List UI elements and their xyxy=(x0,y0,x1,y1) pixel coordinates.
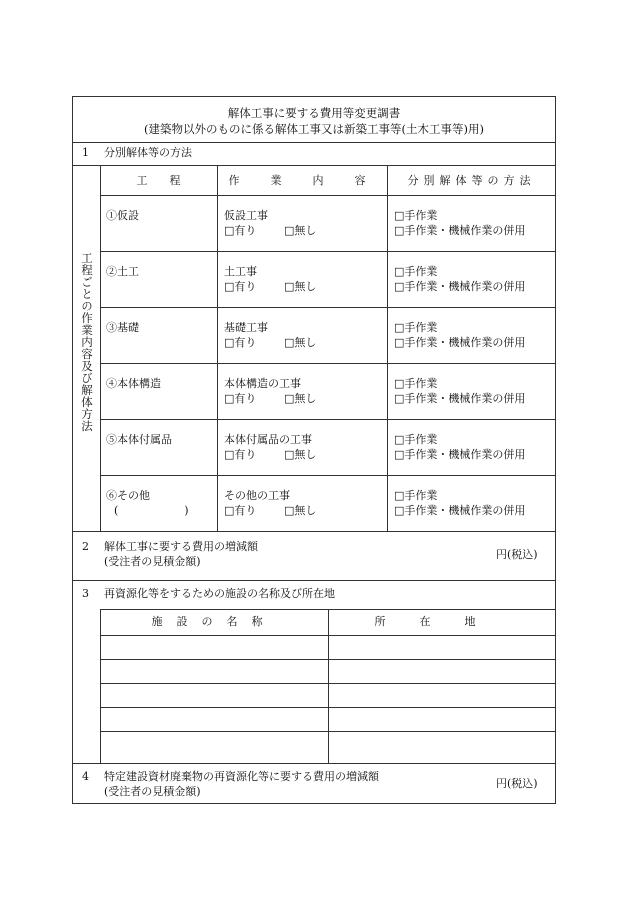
checkbox-manual[interactable]: □手作業 xyxy=(394,433,438,446)
row-work: 本体付属品の工事 xyxy=(224,433,312,446)
form-title: 解体工事に要する費用等変更調書 xyxy=(227,106,401,120)
row-work: 仮設工事 xyxy=(224,209,268,222)
col-header-work: 作 業 内 容 xyxy=(228,174,376,187)
checkbox-yes[interactable]: □有り xyxy=(224,224,257,237)
divider xyxy=(100,419,556,420)
checkbox-no[interactable]: □無し xyxy=(284,280,317,293)
section1-number: 1 xyxy=(82,146,89,159)
section2-number: 2 xyxy=(82,540,89,553)
facility-row-1[interactable] xyxy=(101,636,556,659)
checkbox-yes[interactable]: □有り xyxy=(224,448,257,461)
col-header-process: 工 程 xyxy=(136,174,181,187)
section4-number: 4 xyxy=(82,770,89,783)
facility-row-3[interactable] xyxy=(101,684,556,707)
checkbox-yes[interactable]: □有り xyxy=(224,504,257,517)
row-work: その他の工事 xyxy=(224,489,290,502)
row-process: ①仮設 xyxy=(106,209,139,222)
divider xyxy=(100,195,556,196)
row-work: 土工事 xyxy=(224,265,257,278)
section3-number: 3 xyxy=(82,587,89,600)
checkbox-manual[interactable]: □手作業 xyxy=(394,377,438,390)
facility-row-4[interactable] xyxy=(101,708,556,731)
checkbox-no[interactable]: □無し xyxy=(284,224,317,237)
row-process: ⑥その他 xyxy=(106,489,150,502)
divider xyxy=(100,475,556,476)
checkbox-manual-machine[interactable]: □手作業・機械作業の併用 xyxy=(394,448,526,461)
row-process: ⑤本体付属品 xyxy=(106,433,172,446)
divider xyxy=(72,580,556,581)
divider xyxy=(72,531,556,532)
row-process-other-field[interactable]: ( ) xyxy=(114,504,189,517)
checkbox-manual-machine[interactable]: □手作業・機械作業の併用 xyxy=(394,392,526,405)
checkbox-manual[interactable]: □手作業 xyxy=(394,265,438,278)
checkbox-yes[interactable]: □有り xyxy=(224,392,257,405)
checkbox-manual-machine[interactable]: □手作業・機械作業の併用 xyxy=(394,504,526,517)
section2-unit: 円(税込) xyxy=(496,548,538,561)
side-divider xyxy=(100,165,101,531)
divider xyxy=(100,307,556,308)
row-process: ②土工 xyxy=(106,265,139,278)
checkbox-manual[interactable]: □手作業 xyxy=(394,489,438,502)
section1-side-label: 工程ごとの作業内容及び解体方法 xyxy=(80,252,94,432)
facility-col-location: 所在地 xyxy=(374,615,510,628)
col-header-method: 分別解体等の方法 xyxy=(407,174,536,187)
section4-label: 特定建設資材廃棄物の再資源化等に要する費用の増減額 xyxy=(104,770,379,783)
section4-unit: 円(税込) xyxy=(496,777,538,790)
section4-sublabel: (受注者の見積金額) xyxy=(104,785,201,798)
checkbox-no[interactable]: □無し xyxy=(284,392,317,405)
divider xyxy=(72,165,556,166)
row-process: ④本体構造 xyxy=(106,377,161,390)
col-divider xyxy=(217,165,218,531)
checkbox-manual[interactable]: □手作業 xyxy=(394,209,438,222)
checkbox-manual-machine[interactable]: □手作業・機械作業の併用 xyxy=(394,224,526,237)
section1-heading: 分別解体等の方法 xyxy=(104,146,192,159)
checkbox-yes[interactable]: □有り xyxy=(224,336,257,349)
col-divider xyxy=(387,165,388,531)
checkbox-manual[interactable]: □手作業 xyxy=(394,321,438,334)
section2-label: 解体工事に要する費用の増減額 xyxy=(104,540,258,553)
row-work: 本体構造の工事 xyxy=(224,377,301,390)
divider xyxy=(100,363,556,364)
form-subtitle: (建築物以外のものに係る解体工事又は新築工事等(土木工事等)用) xyxy=(144,122,484,136)
row-work: 基礎工事 xyxy=(224,321,268,334)
facility-col-name: 施設の名称 xyxy=(151,615,277,628)
facility-row-2[interactable] xyxy=(101,660,556,683)
divider xyxy=(100,251,556,252)
divider xyxy=(72,763,556,764)
checkbox-yes[interactable]: □有り xyxy=(224,280,257,293)
divider xyxy=(72,142,556,143)
checkbox-no[interactable]: □無し xyxy=(284,336,317,349)
checkbox-no[interactable]: □無し xyxy=(284,504,317,517)
facility-row-5[interactable] xyxy=(101,732,556,762)
section3-heading: 再資源化等をするための施設の名称及び所在地 xyxy=(104,587,335,600)
checkbox-manual-machine[interactable]: □手作業・機械作業の併用 xyxy=(394,336,526,349)
checkbox-manual-machine[interactable]: □手作業・機械作業の併用 xyxy=(394,280,526,293)
section2-sublabel: (受注者の見積金額) xyxy=(104,555,201,568)
row-process: ③基礎 xyxy=(106,321,139,334)
checkbox-no[interactable]: □無し xyxy=(284,448,317,461)
